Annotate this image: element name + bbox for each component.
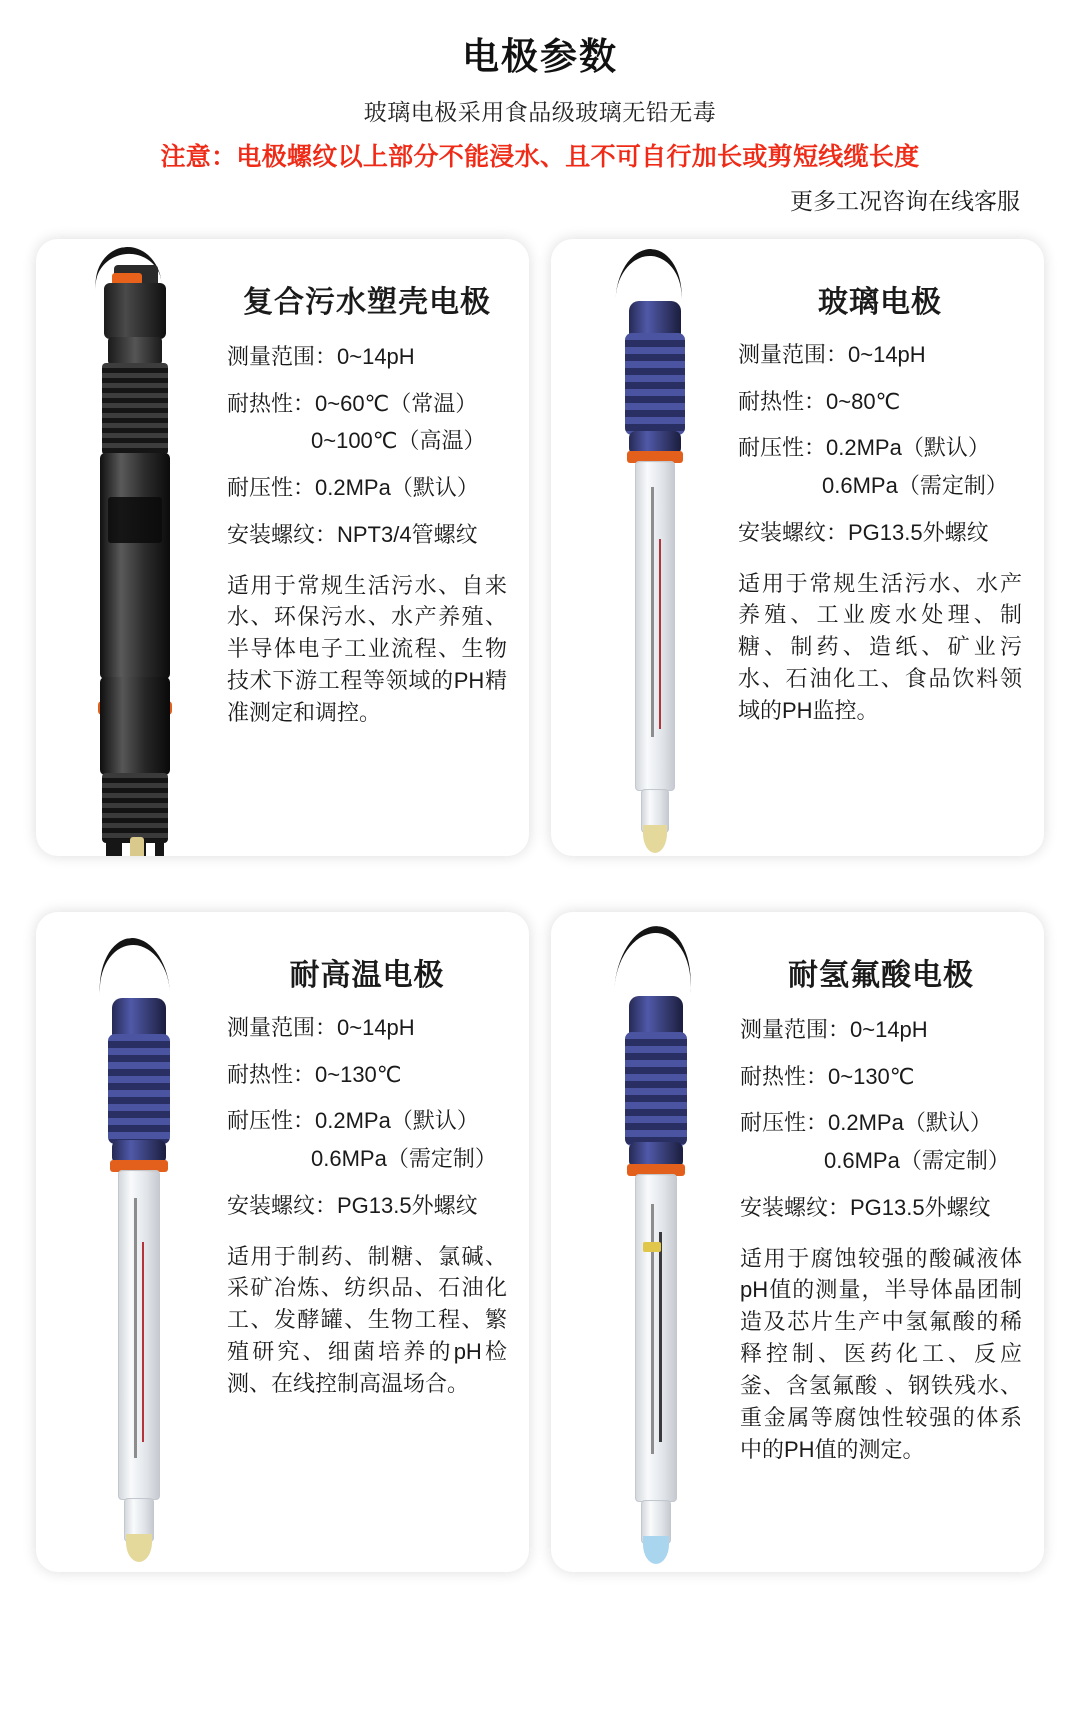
product-info-hydrofluoric-acid bbox=[736, 912, 1044, 1572]
page-footer-space bbox=[0, 1572, 1080, 1592]
spec-thread: 安装螺纹：PG13.5外螺纹 bbox=[227, 1192, 478, 1218]
electrode-illustration-icon bbox=[551, 912, 736, 1572]
product-description: 适用于常规生活污水、自来水、环保污水、水产养殖、半导体电子工业流程、生物技术下游工程等领域的PH精准测定和调控。 bbox=[227, 572, 507, 726]
product-title: 复合污水塑壳电极 bbox=[243, 286, 491, 319]
spec-thread: 安装螺纹：PG13.5外螺纹 bbox=[738, 519, 989, 545]
product-description: 适用于常规生活污水、水产养殖、工业废水处理、制糖、制药、造纸、矿业污水、石油化工、食品饮料领域的PH监控。 bbox=[738, 570, 1022, 724]
page-header bbox=[0, 0, 1080, 216]
spec-heat-resistance-high: 0~100℃（高温） bbox=[311, 428, 486, 454]
page-title: 电极参数 bbox=[462, 36, 618, 77]
page-subtitle: 玻璃电极采用食品级玻璃无铅无毒 bbox=[363, 99, 717, 125]
product-info-high-temperature bbox=[221, 912, 529, 1572]
product-description: 适用于腐蚀较强的酸碱液体pH值的测量，半导体晶团制造及芯片生产中氢氟酸的稀释控制、医药化工、反应釜、含氢氟酸 、钢铁残水、重金属等腐蚀性较强的体系中的PH值的测定。 bbox=[740, 1245, 1022, 1462]
spec-measure-range: 测量范围：0~14pH bbox=[740, 1017, 928, 1042]
spec-measure-range: 测量范围：0~14pH bbox=[738, 342, 926, 367]
electrode-illustration-icon bbox=[36, 239, 221, 856]
electrode-illustration-icon bbox=[36, 912, 221, 1572]
product-card-grid bbox=[0, 239, 1080, 1572]
product-photo-hydrofluoric-acid bbox=[551, 912, 736, 1572]
spec-pressure-resistance-custom: 0.6MPa（需定制） bbox=[311, 1146, 497, 1172]
product-info-glass-electrode bbox=[736, 239, 1044, 856]
spec-thread: 安装螺纹：PG13.5外螺纹 bbox=[740, 1194, 991, 1220]
product-card-hydrofluoric-acid bbox=[551, 912, 1044, 1572]
product-photo-glass-electrode bbox=[551, 239, 736, 856]
product-card-high-temperature bbox=[36, 912, 529, 1572]
product-title: 耐氢氟酸电极 bbox=[788, 959, 974, 992]
spec-pressure-resistance: 耐压性：0.2MPa（默认） bbox=[227, 1108, 479, 1134]
spec-pressure-resistance-custom: 0.6MPa（需定制） bbox=[822, 473, 1008, 499]
spec-heat-resistance: 耐热性：0~130℃ bbox=[740, 1063, 915, 1089]
spec-heat-resistance: 耐热性：0~60℃（常温） bbox=[227, 390, 478, 416]
product-card-composite-sewage bbox=[36, 239, 529, 856]
warning-note: 注意：电极螺纹以上部分不能浸水、且不可自行加长或剪短线缆长度 bbox=[160, 143, 920, 171]
electrode-illustration-icon bbox=[551, 239, 736, 856]
product-info-composite-sewage bbox=[221, 239, 529, 856]
product-title: 玻璃电极 bbox=[818, 286, 942, 319]
spec-heat-resistance: 耐热性：0~130℃ bbox=[227, 1061, 402, 1087]
spec-heat-resistance: 耐热性：0~80℃ bbox=[738, 388, 901, 414]
product-photo-composite-sewage bbox=[36, 239, 221, 856]
service-note: 更多工况咨询在线客服 bbox=[790, 188, 1020, 214]
spec-pressure-resistance: 耐压性：0.2MPa（默认） bbox=[227, 475, 479, 501]
product-card-glass-electrode bbox=[551, 239, 1044, 856]
spec-measure-range: 测量范围：0~14pH bbox=[227, 344, 415, 369]
product-photo-high-temperature bbox=[36, 912, 221, 1572]
spec-thread: 安装螺纹：NPT3/4管螺纹 bbox=[227, 521, 478, 547]
spec-pressure-resistance-custom: 0.6MPa（需定制） bbox=[824, 1148, 1010, 1174]
product-title: 耐高温电极 bbox=[289, 959, 445, 992]
spec-pressure-resistance: 耐压性：0.2MPa（默认） bbox=[738, 435, 990, 461]
spec-measure-range: 测量范围：0~14pH bbox=[227, 1015, 415, 1040]
product-description: 适用于制药、制糖、氯碱、采矿冶炼、纺织品、石油化工、发酵罐、生物工程、繁殖研究、细菌培养的pH检测、在线控制高温场合。 bbox=[227, 1243, 507, 1397]
spec-pressure-resistance: 耐压性：0.2MPa（默认） bbox=[740, 1110, 992, 1136]
